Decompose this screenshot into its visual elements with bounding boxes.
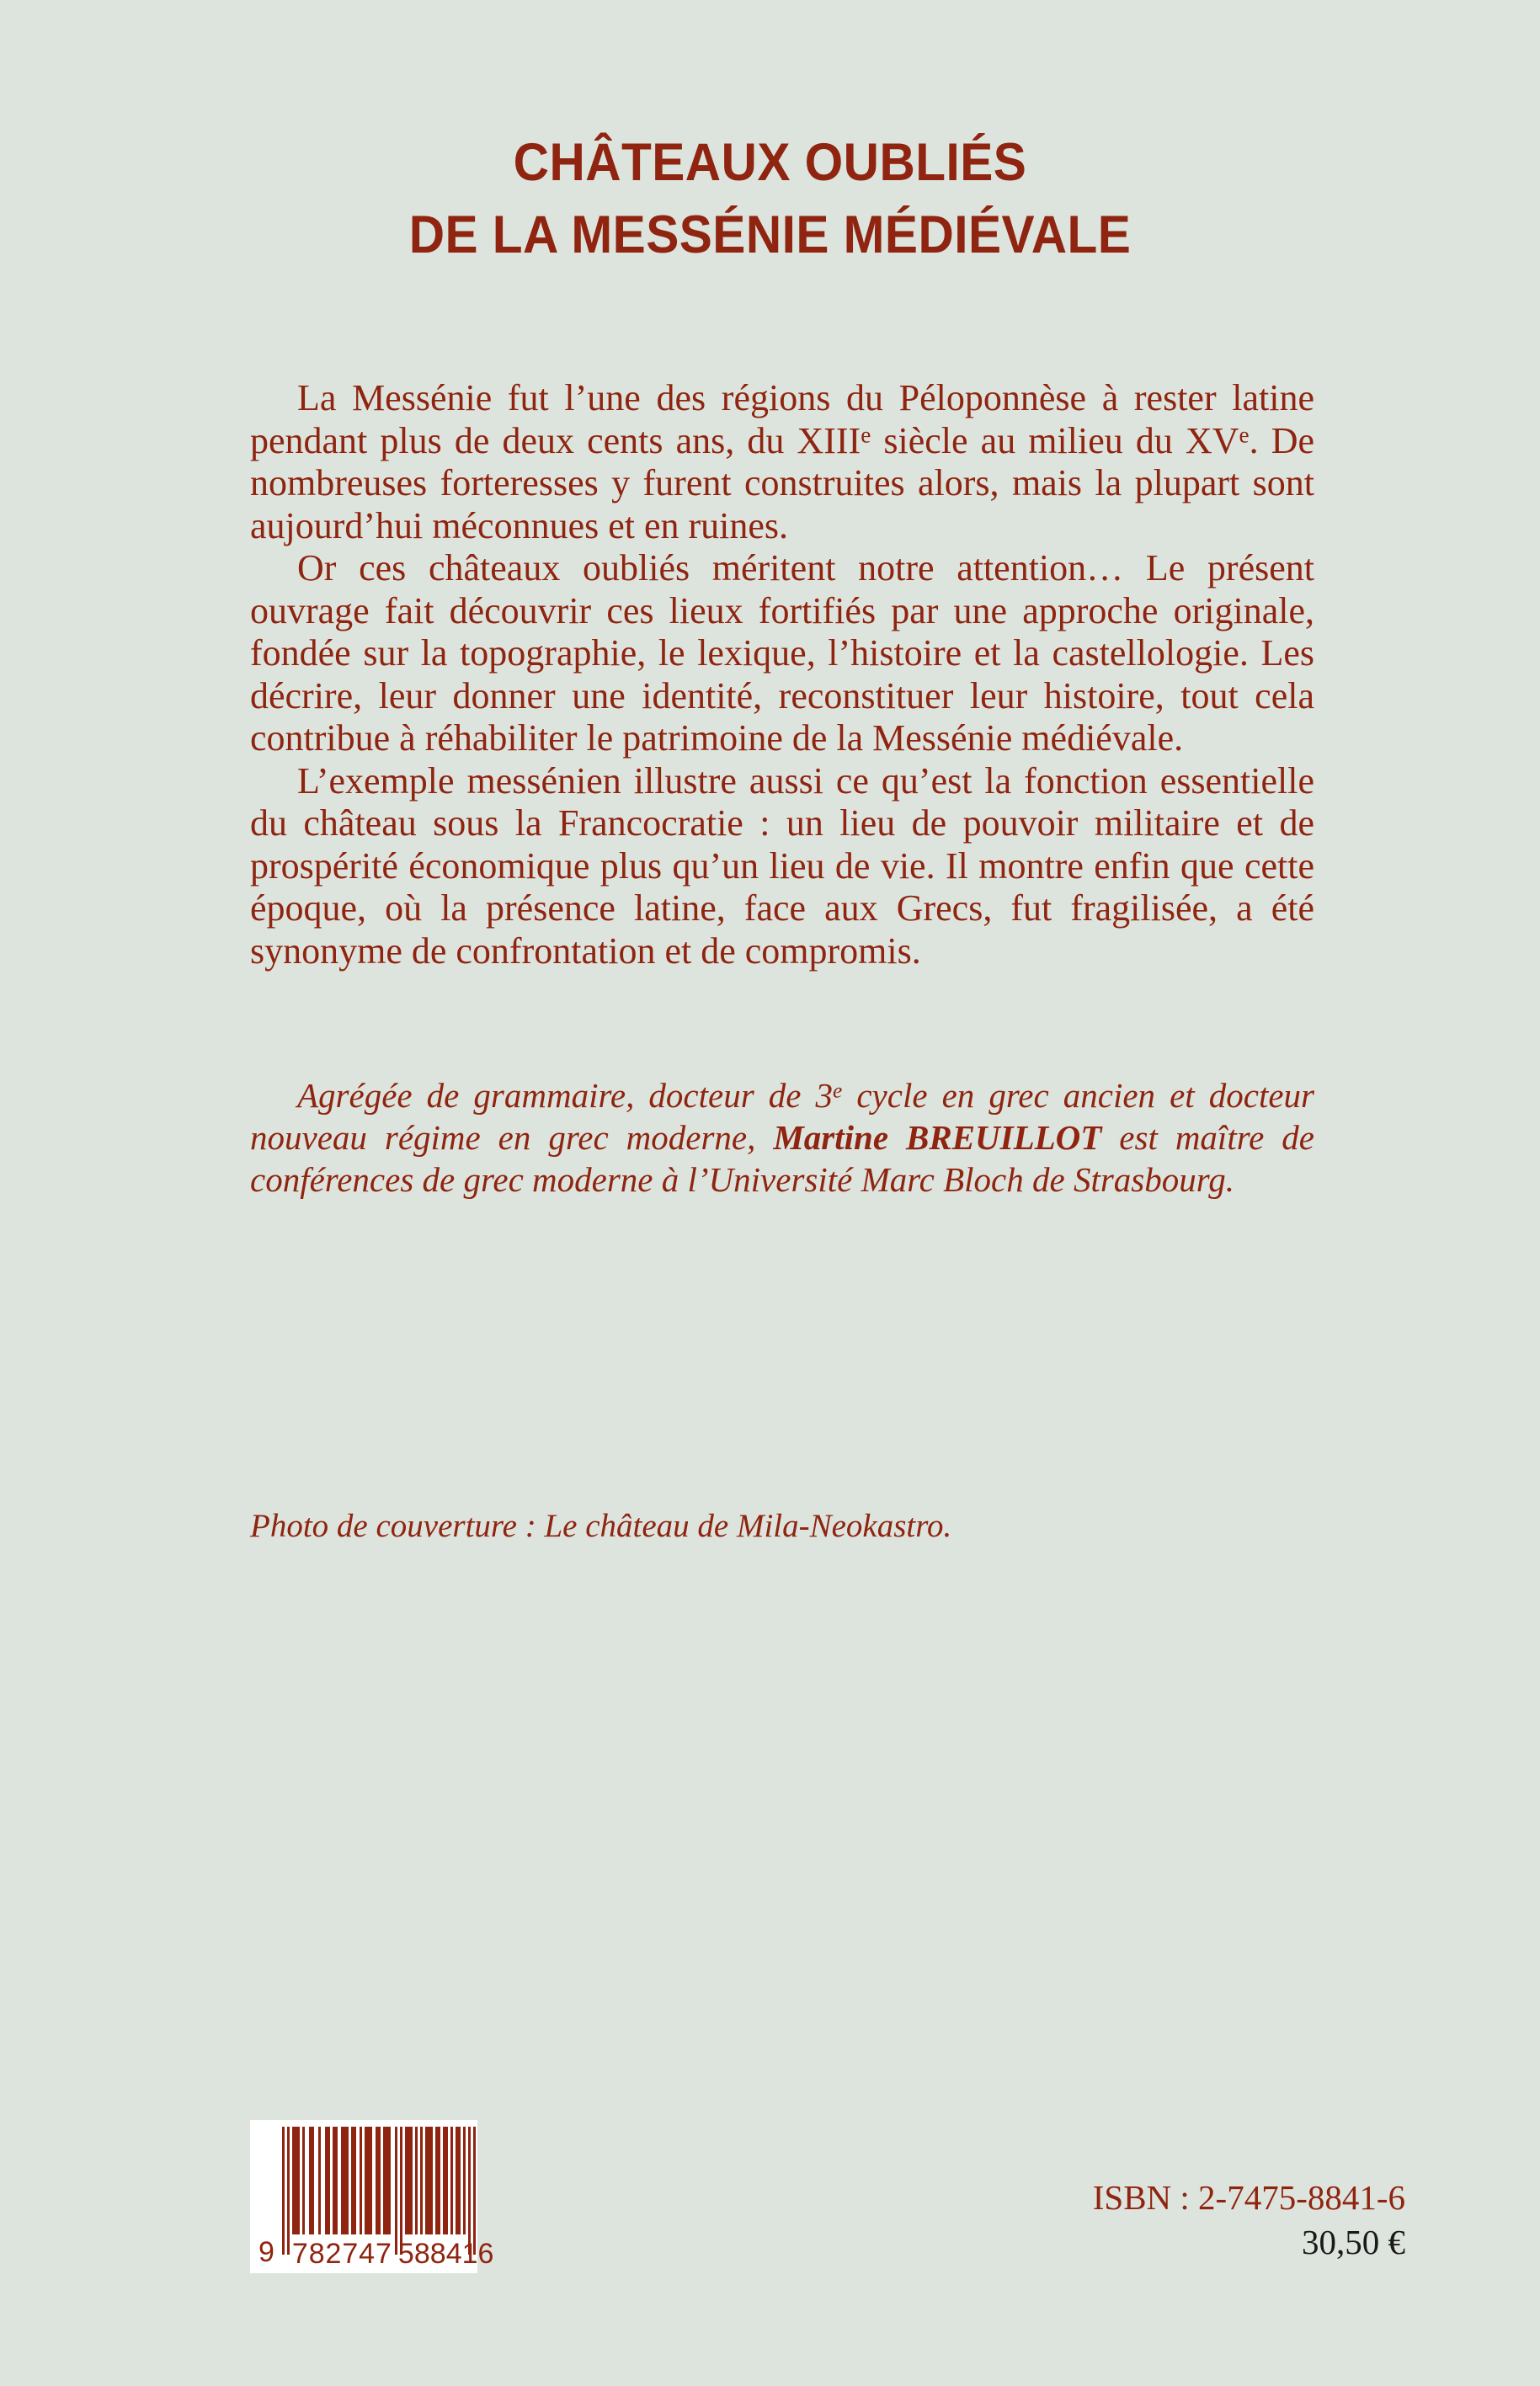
barcode-bars bbox=[280, 2127, 494, 2270]
blurb-p1-sup1: e bbox=[861, 422, 871, 448]
title-line-1: CHÂTEAUX OUBLIÉS bbox=[513, 133, 1027, 192]
blurb-p1-part1: La Messénie fut l’une des régions du Péloponnèse à rester latine pendant plus de deux cents ans, du XIII bbox=[250, 377, 1314, 461]
bio-part1: Agrégée de grammaire, docteur de 3 bbox=[297, 1076, 833, 1115]
title-line-2: DE LA MESSÉNIE MÉDIÉVALE bbox=[408, 205, 1132, 264]
book-title bbox=[0, 126, 1540, 271]
bio-sup1: e bbox=[833, 1078, 843, 1103]
barcode-number bbox=[280, 2238, 494, 2270]
author-name: Martine BREUILLOT bbox=[773, 1118, 1102, 1157]
blurb-text bbox=[250, 377, 1314, 972]
author-bio bbox=[250, 1074, 1314, 1201]
isbn-price-block bbox=[1093, 2176, 1405, 2265]
blurb-paragraph-3: L’exemple messénien illustre aussi ce qu’est la fonction essentielle du château sous la Francocratie : un lieu de pouvoir militaire et de prospérité économique plus qu’un lieu de vie. Il montre enfin que cette époque, où la présence latine, face aux Grecs, fut fragilisée, a été synonyme de confrontation et de compromis. bbox=[250, 759, 1314, 972]
blurb-p1-part3: . De nombreuses forteresses y furent construites alors, mais la plupart sont aujourd’hui méconnues et en ruines. bbox=[250, 419, 1314, 546]
author-bio-paragraph bbox=[250, 1074, 1314, 1201]
isbn-text: ISBN : 2-7475-8841-6 bbox=[1092, 2178, 1405, 2217]
barcode-group-1: 7 8 2 7 4 7 bbox=[291, 2238, 392, 2270]
blurb-paragraph-1 bbox=[250, 377, 1314, 547]
barcode bbox=[250, 2120, 494, 2273]
price-text: 30,50 € bbox=[1302, 2223, 1405, 2261]
barcode-quiet-digit: 9 bbox=[258, 2236, 274, 2268]
bio-part3: est maître de conférences de grec moderne à l’Université Marc Bloch de Strasbourg. bbox=[250, 1118, 1315, 1199]
barcode-group-2: 5 8 8 4 1 6 bbox=[397, 2238, 494, 2270]
photo-credit: Photo de couverture : Le château de Mila-Neokastro. bbox=[250, 1508, 952, 1544]
bio-part2: cycle en grec ancien et docteur nouveau régime en grec moderne, bbox=[250, 1076, 1314, 1157]
blurb-paragraph-2: Or ces châteaux oubliés méritent notre attention… Le présent ouvrage fait découvrir ces lieux fortifiés par une approche originale, fondée sur la topographie, le lexique, l’histoire et la castellologie. Les décrire, leur donner une identité, reconstituer leur histoire, tout cela contribue à réhabiliter le patrimoine de la Messénie médiévale. bbox=[250, 547, 1314, 759]
barcode-row bbox=[258, 2127, 494, 2270]
blurb-p1-sup2: e bbox=[1239, 422, 1250, 448]
blurb-p1-part2: siècle au milieu du XV bbox=[871, 419, 1239, 461]
